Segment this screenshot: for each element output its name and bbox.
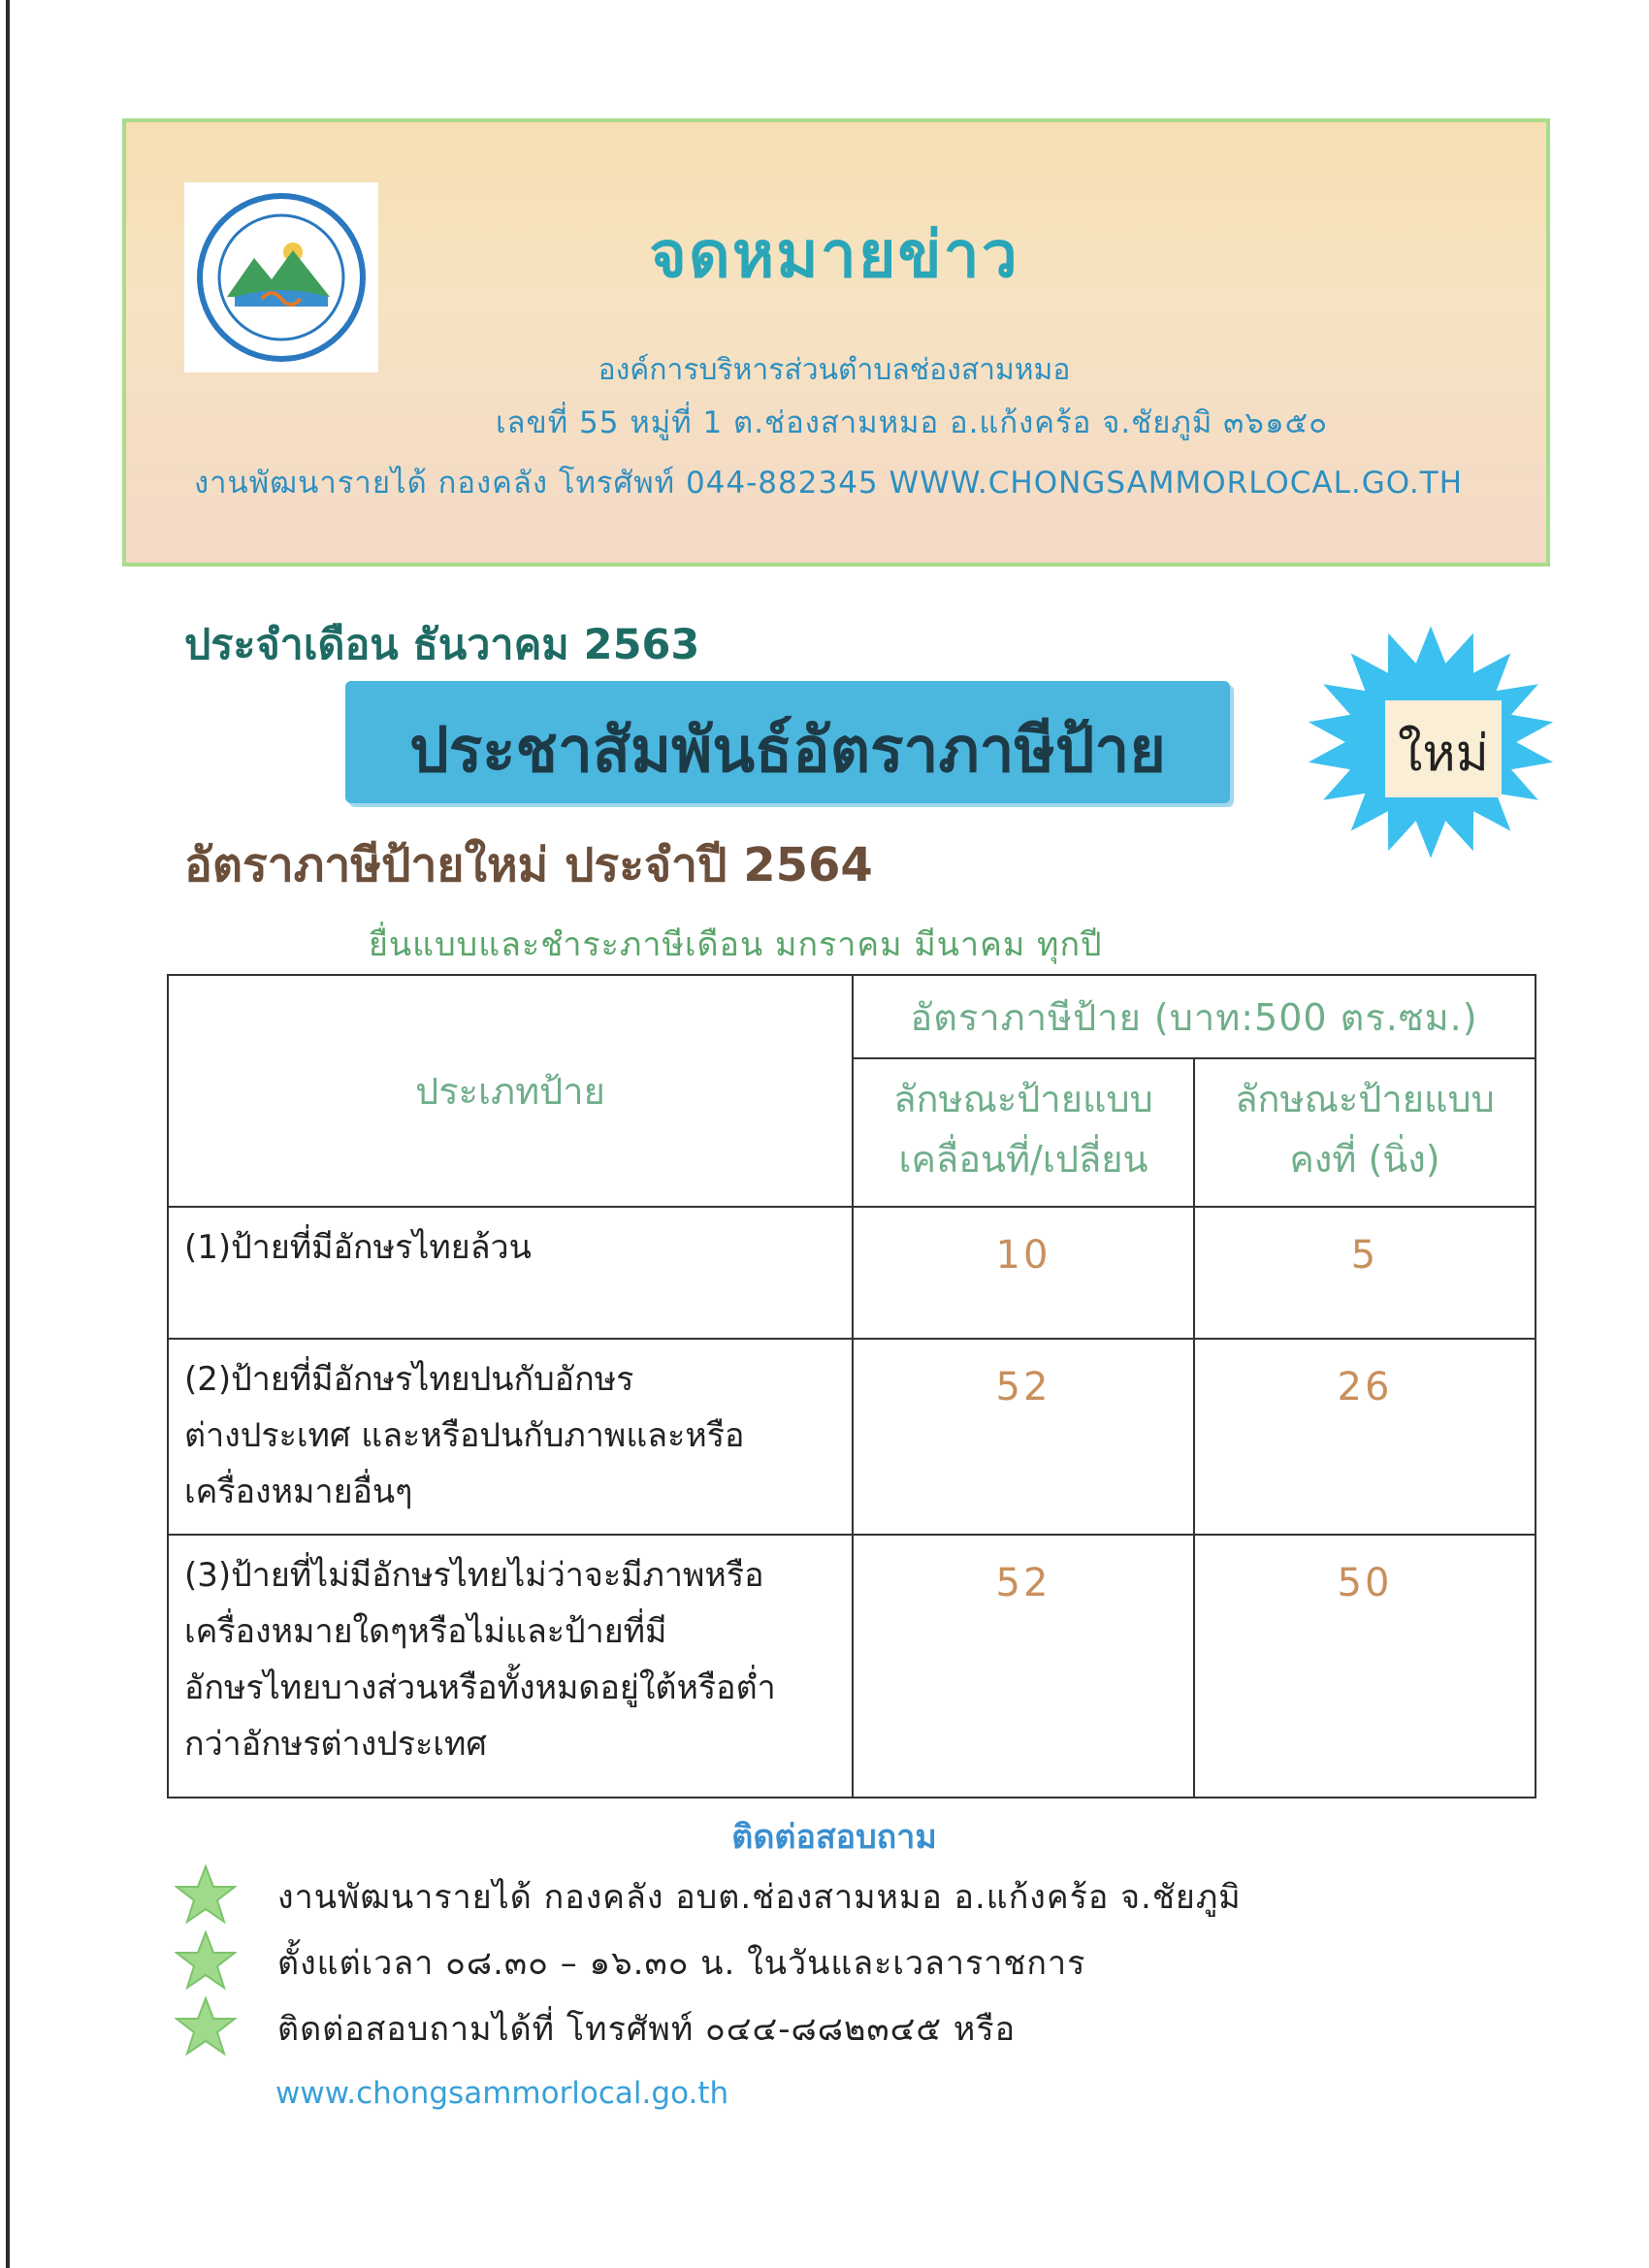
star-icon bbox=[175, 1996, 237, 2057]
org-address: เลขที่ 55 หมู่ที่ 1 ต.ช่องสามหมอ อ.แก้งคร้อ จ.ชัยภูมิ ๓๖๑๕๐ bbox=[495, 405, 1329, 440]
sign-type-line: (2)ป้ายที่มีอักษรไทยปนกับอักษร bbox=[184, 1359, 634, 1399]
table-row bbox=[168, 1535, 1536, 1798]
rates-heading: อัตราภาษีป้ายใหม่ ประจำปี 2564 bbox=[184, 838, 873, 892]
header-fixed-sign bbox=[1194, 1058, 1536, 1206]
sign-type-line: อักษรไทยบางส่วนหรือทั้งหมดอยู่ใต้หรือต่ำ bbox=[184, 1669, 776, 1708]
sign-type-cell bbox=[168, 1207, 853, 1339]
rate-table bbox=[167, 974, 1536, 1798]
contact-item bbox=[175, 1864, 1436, 1923]
new-badge: ใหม่ bbox=[1398, 725, 1489, 783]
header-fixed-line-2: คงที่ (นิ่ง) bbox=[1289, 1138, 1440, 1182]
header-sign-type: ประเภทป้าย bbox=[168, 975, 853, 1207]
header-tax-rate: อัตราภาษีป้าย (บาท:500 ตร.ซม.) bbox=[853, 975, 1536, 1058]
filing-note: ยื่นแบบและชำระภาษีเดือน มกราคม มีนาคม ทุกปี bbox=[369, 925, 1103, 964]
star-icon bbox=[175, 1864, 237, 1925]
header-moving-line-1: ลักษณะป้ายแบบ bbox=[893, 1078, 1153, 1121]
contact-item-text: งานพัฒนารายได้ กองคลัง อบต.ช่องสามหมอ อ.แก้งคร้อ จ.ชัยภูมิ bbox=[277, 1878, 1242, 1917]
contact-item bbox=[175, 1996, 1436, 2055]
fixed-rate-cell: 26 bbox=[1194, 1339, 1536, 1535]
table-row bbox=[168, 1207, 1536, 1339]
org-name: องค์การบริหารส่วนตำบลช่องสามหมอ bbox=[598, 353, 1071, 387]
sign-type-cell bbox=[168, 1535, 853, 1798]
header-fixed-line-1: ลักษณะป้ายแบบ bbox=[1235, 1078, 1495, 1121]
moving-rate-cell: 52 bbox=[853, 1535, 1194, 1798]
sign-type-line: เครื่องหมายใดๆหรือไม่และป้ายที่มี bbox=[184, 1612, 667, 1652]
moving-rate-cell: 10 bbox=[853, 1207, 1194, 1339]
contact-heading: ติดต่อสอบถาม bbox=[731, 1818, 937, 1857]
sign-type-line: ต่างประเทศ และหรือปนกับภาพและหรือ bbox=[184, 1415, 745, 1455]
header-moving-sign bbox=[853, 1058, 1194, 1206]
fixed-rate-cell: 5 bbox=[1194, 1207, 1536, 1339]
star-icon bbox=[175, 1930, 237, 1991]
sign-type-line: เครื่องหมายอื่นๆ bbox=[184, 1472, 413, 1511]
table-row bbox=[168, 1339, 1536, 1535]
sign-type-line: (3)ป้ายที่ไม่มีอักษรไทยไม่ว่าจะมีภาพหรือ bbox=[184, 1556, 764, 1596]
header-moving-line-2: เคลื่อนที่/เปลี่ยน bbox=[898, 1138, 1148, 1182]
contact-item-text: ติดต่อสอบถามได้ที่ โทรศัพท์ ๐๔๔-๘๘๒๓๔๕ หรือ bbox=[277, 2010, 1017, 2049]
sign-type-line: (1)ป้ายที่มีอักษรไทยล้วน bbox=[184, 1227, 532, 1267]
month-line: ประจำเดือน ธันวาคม 2563 bbox=[184, 621, 700, 669]
org-contact-line: งานพัฒนารายได้ กองคลัง โทรศัพท์ 044-882345 WWW.CHONGSAMMORLOCAL.GO.TH bbox=[194, 466, 1464, 501]
contact-item-text: ตั้งแต่เวลา ๐๘.๓๐ – ๑๖.๓๐ น. ในวันและเวลาราชการ bbox=[277, 1944, 1086, 1983]
org-logo-icon bbox=[184, 182, 378, 373]
newsletter-title: จดหมายข่าว bbox=[649, 217, 1019, 292]
sign-type-cell bbox=[168, 1339, 853, 1535]
contact-item bbox=[175, 1930, 1436, 1989]
pr-title: ประชาสัมพันธ์อัตราภาษีป้าย bbox=[409, 715, 1166, 787]
fixed-rate-cell: 50 bbox=[1194, 1535, 1536, 1798]
org-logo bbox=[184, 182, 378, 373]
moving-rate-cell: 52 bbox=[853, 1339, 1194, 1535]
scan-edge bbox=[6, 0, 10, 2268]
sign-type-line: กว่าอักษรต่างประเทศ bbox=[184, 1725, 487, 1765]
website-link[interactable]: www.chongsammorlocal.go.th bbox=[275, 2076, 729, 2111]
